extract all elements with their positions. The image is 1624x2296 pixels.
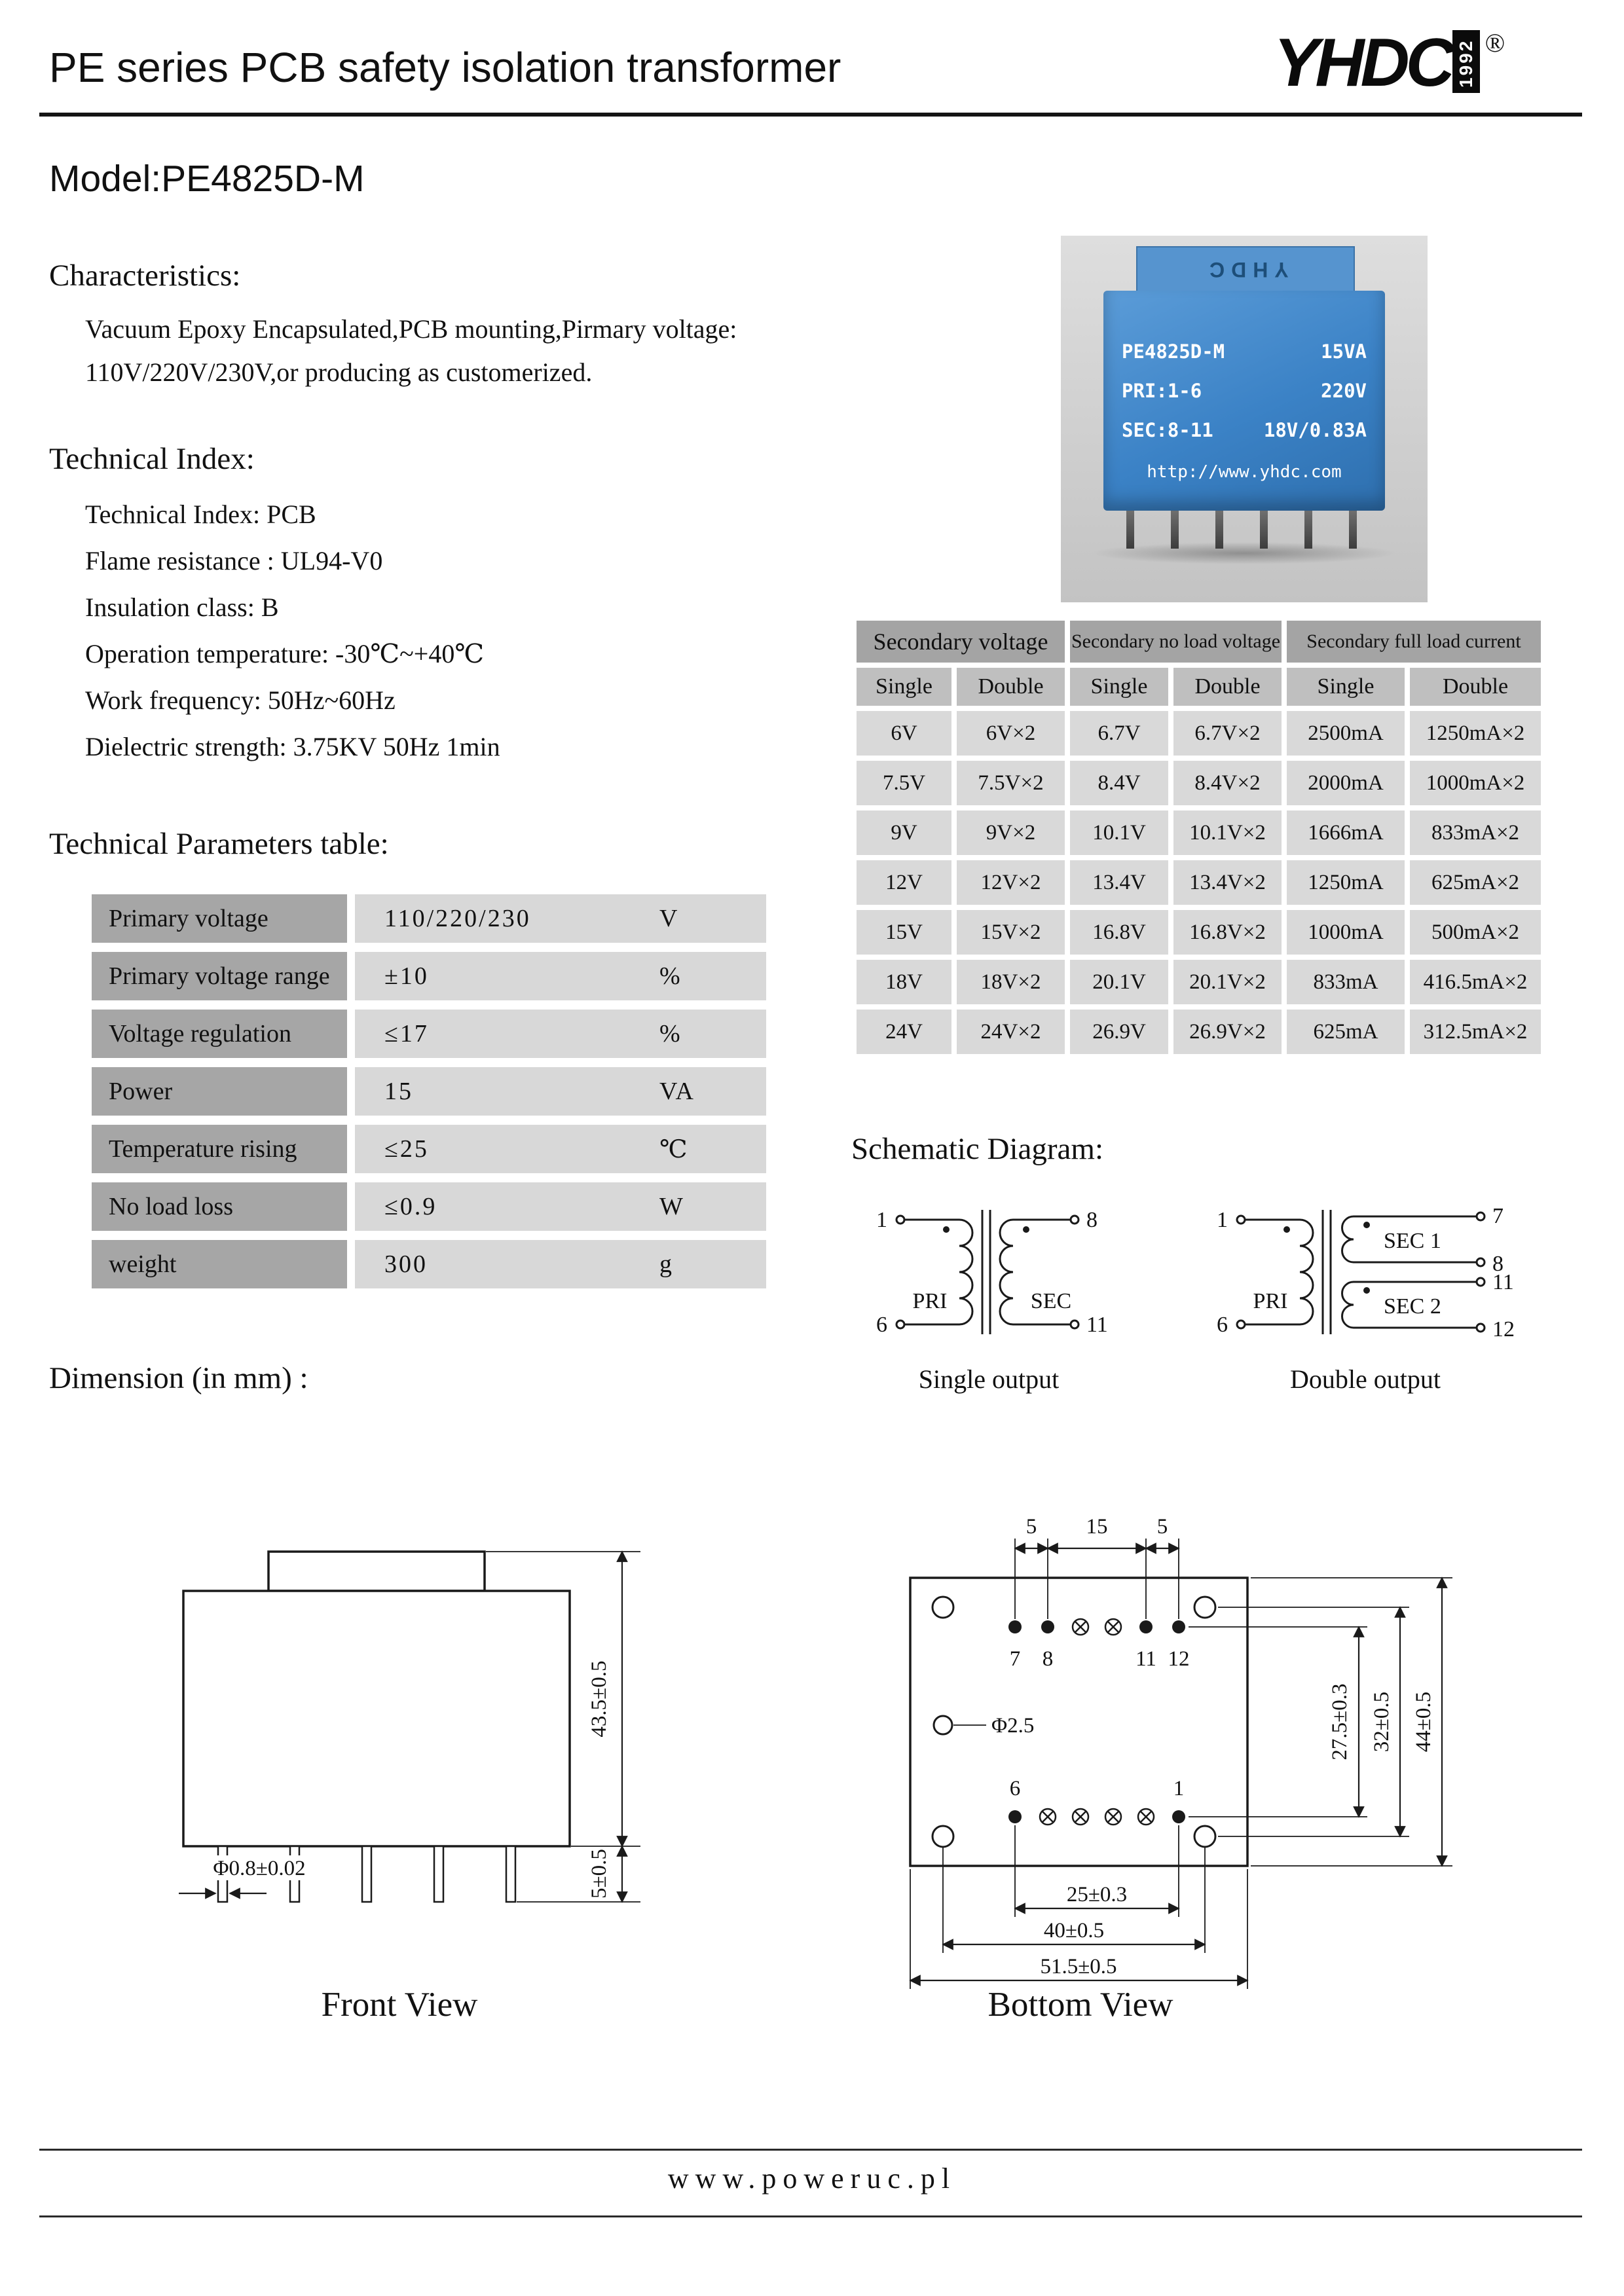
- pin-label: 1: [1173, 1777, 1185, 1800]
- secondary-table-group-header-row: [857, 621, 1541, 663]
- parameter-row: [92, 894, 766, 943]
- group-header: Secondary no load voltage: [1070, 621, 1282, 663]
- label-url: http://www.yhdc.com: [1147, 462, 1342, 482]
- pin-label: 7: [1009, 1647, 1021, 1671]
- parameter-label: weight: [92, 1240, 347, 1288]
- technical-index-item: Insulation class: B: [85, 592, 279, 622]
- front-view-caption: Front View: [321, 1986, 478, 2024]
- parameter-unit: W: [659, 1193, 684, 1220]
- product-photo: [1061, 236, 1428, 602]
- parameter-value: ±10: [384, 962, 429, 990]
- terminal-label: 11: [1492, 1270, 1514, 1294]
- parameter-unit: V: [659, 905, 679, 932]
- parameter-value: ≤17: [384, 1020, 429, 1048]
- table-cell: 6V×2: [957, 711, 1065, 756]
- transformer-lid: [1136, 246, 1355, 292]
- table-row: [857, 761, 1541, 805]
- terminal-label: 8: [1086, 1208, 1098, 1232]
- label-secondary-rating: 18V/0.83A: [1263, 419, 1367, 441]
- parameter-unit: %: [659, 1020, 682, 1048]
- parameter-value-cell: [355, 952, 766, 1000]
- table-cell: 6.7V×2: [1173, 711, 1282, 756]
- footer-url: www.poweruc.pl: [667, 2162, 957, 2195]
- parameter-value-cell: [355, 1240, 766, 1288]
- table-row: [857, 910, 1541, 955]
- model-heading: Model:PE4825D-M: [49, 158, 365, 200]
- table-row: [857, 960, 1541, 1004]
- table-cell: 833mA: [1287, 960, 1405, 1004]
- table-cell: 416.5mA×2: [1410, 960, 1541, 1004]
- winding-label: SEC: [1030, 1289, 1072, 1313]
- footer-divider: [39, 2215, 1582, 2217]
- parameter-value: ≤25: [384, 1135, 429, 1163]
- table-cell: 15V×2: [957, 910, 1065, 955]
- technical-index-item: Dielectric strength: 3.75KV 50Hz 1min: [85, 732, 500, 761]
- page-title: PE series PCB safety isolation transformer: [49, 44, 841, 91]
- table-cell: 10.1V: [1070, 811, 1168, 855]
- parameter-label: Voltage regulation: [92, 1010, 347, 1058]
- dim-label: 5: [1156, 1515, 1168, 1539]
- dim-label: 25±0.3: [1066, 1883, 1128, 1906]
- technical-index-heading: Technical Index:: [49, 442, 255, 476]
- label-model: PE4825D-M: [1122, 340, 1225, 363]
- table-row: [857, 811, 1541, 855]
- pin-label: 12: [1168, 1647, 1190, 1671]
- transformer-pin: [1171, 511, 1179, 549]
- table-cell: 8.4V: [1070, 761, 1168, 805]
- transformer-pin: [1349, 511, 1357, 549]
- technical-index-item: Flame resistance : UL94-V0: [85, 546, 383, 575]
- subheader-cell: Double: [1173, 668, 1282, 706]
- label-line: [1122, 419, 1367, 441]
- label-secondary: SEC:8-11: [1122, 419, 1213, 441]
- table-cell: 20.1V×2: [1173, 960, 1282, 1004]
- terminal-label: 1: [876, 1208, 887, 1232]
- table-cell: 18V: [857, 960, 951, 1004]
- table-cell: 20.1V: [1070, 960, 1168, 1004]
- parameter-label: Temperature rising: [92, 1125, 347, 1173]
- transformer-pin: [1215, 511, 1223, 549]
- characteristics-heading: Characteristics:: [49, 259, 241, 293]
- dim-label: 51.5±0.5: [1040, 1955, 1117, 1978]
- transformer-lid-brand: YHDC: [1202, 257, 1289, 282]
- technical-index-item: Operation temperature: -30℃~+40℃: [85, 639, 485, 668]
- terminal-label: 7: [1492, 1204, 1504, 1228]
- parameter-unit: g: [659, 1250, 673, 1278]
- registered-trademark-icon: ®: [1485, 28, 1505, 58]
- brand-logo: [1274, 25, 1505, 101]
- subheader-cell: Single: [1287, 668, 1405, 706]
- winding-label: SEC 1: [1384, 1229, 1441, 1253]
- subheader-cell: Single: [857, 668, 951, 706]
- table-cell: 10.1V×2: [1173, 811, 1282, 855]
- parameter-label: Primary voltage range: [92, 952, 347, 1000]
- table-cell: 15V: [857, 910, 951, 955]
- table-cell: 7.5V: [857, 761, 951, 805]
- table-cell: 2500mA: [1287, 711, 1405, 756]
- transformer-pin: [1126, 511, 1134, 549]
- group-header: Secondary full load current: [1287, 621, 1541, 663]
- parameter-unit: VA: [659, 1078, 695, 1105]
- table-cell: 500mA×2: [1410, 910, 1541, 955]
- table-cell: 1666mA: [1287, 811, 1405, 855]
- bottom-view-drawing: [832, 1499, 1519, 1997]
- footer-divider: [39, 2149, 1582, 2151]
- table-cell: 16.8V×2: [1173, 910, 1282, 955]
- table-cell: 1250mA: [1287, 860, 1405, 905]
- technical-index-item: Work frequency: 50Hz~60Hz: [85, 685, 396, 715]
- dim-label-height: 43.5±0.5: [587, 1660, 611, 1738]
- subheader-cell: Single: [1070, 668, 1168, 706]
- winding-label: PRI: [912, 1289, 948, 1313]
- dim-label: 44±0.5: [1412, 1691, 1435, 1753]
- table-cell: 18V×2: [957, 960, 1065, 1004]
- terminal-label: 11: [1086, 1313, 1108, 1337]
- transformer-body: [1103, 291, 1385, 511]
- table-cell: 8.4V×2: [1173, 761, 1282, 805]
- table-cell: 9V: [857, 811, 951, 855]
- parameter-value: 300: [384, 1250, 428, 1278]
- parameter-label: No load loss: [92, 1182, 347, 1231]
- schematic-diagram: [861, 1184, 1542, 1400]
- parameter-value: ≤0.9: [384, 1193, 437, 1220]
- transformer-pin: [1260, 511, 1268, 549]
- table-row: [857, 711, 1541, 756]
- table-cell: 1000mA×2: [1410, 761, 1541, 805]
- secondary-table: [851, 615, 1546, 1059]
- table-cell: 12V: [857, 860, 951, 905]
- parameter-row: [92, 952, 766, 1000]
- table-cell: 26.9V: [1070, 1010, 1168, 1054]
- label-primary: PRI:1-6: [1122, 380, 1202, 402]
- group-header: Secondary voltage: [857, 621, 1065, 663]
- table-cell: 9V×2: [957, 811, 1065, 855]
- table-row: [857, 860, 1541, 905]
- parameter-row: [92, 1067, 766, 1116]
- parameters-table: [92, 894, 766, 1288]
- table-cell: 312.5mA×2: [1410, 1010, 1541, 1054]
- table-cell: 1000mA: [1287, 910, 1405, 955]
- parameter-row: [92, 1125, 766, 1173]
- label-line: [1122, 380, 1367, 402]
- parameter-value-cell: [355, 1010, 766, 1058]
- dim-label-hole-diameter: Φ2.5: [991, 1714, 1035, 1738]
- table-cell: 26.9V×2: [1173, 1010, 1282, 1054]
- dim-label: 27.5±0.3: [1328, 1683, 1352, 1760]
- table-cell: 24V: [857, 1010, 951, 1054]
- parameter-row: [92, 1240, 766, 1288]
- table-cell: 6.7V: [1070, 711, 1168, 756]
- table-cell: 13.4V: [1070, 860, 1168, 905]
- table-cell: 7.5V×2: [957, 761, 1065, 805]
- label-primary-voltage: 220V: [1321, 380, 1367, 402]
- parameter-value-cell: [355, 1067, 766, 1116]
- characteristics-line: 110V/220V/230V,or producing as customerized.: [85, 357, 593, 387]
- parameter-label: Power: [92, 1067, 347, 1116]
- winding-label: PRI: [1253, 1289, 1288, 1313]
- bottom-view-caption: Bottom View: [987, 1986, 1173, 2024]
- header-divider: [39, 113, 1582, 117]
- left-column: [49, 157, 815, 1298]
- table-cell: 625mA: [1287, 1010, 1405, 1054]
- pin-label: 11: [1135, 1647, 1156, 1671]
- pin-label: 6: [1009, 1777, 1021, 1800]
- terminal-label: 8: [1492, 1252, 1504, 1276]
- table-cell: 1250mA×2: [1410, 711, 1541, 756]
- label-power: 15VA: [1321, 340, 1367, 363]
- table-cell: 13.4V×2: [1173, 860, 1282, 905]
- parameter-row: [92, 1010, 766, 1058]
- terminal-label: 1: [1217, 1208, 1228, 1232]
- parameter-value-cell: [355, 1182, 766, 1231]
- table-cell: 6V: [857, 711, 951, 756]
- schematic-caption: Double output: [1290, 1364, 1441, 1394]
- technical-index-item: Technical Index: PCB: [85, 500, 316, 529]
- dim-label: 15: [1086, 1515, 1108, 1539]
- table-cell: 625mA×2: [1410, 860, 1541, 905]
- brand-logo-text: YHDC: [1274, 25, 1451, 101]
- parameter-value: 15: [384, 1078, 413, 1105]
- parameter-unit: ℃: [659, 1135, 689, 1163]
- terminal-label: 12: [1492, 1317, 1515, 1341]
- dim-label: 40±0.5: [1043, 1919, 1105, 1942]
- schematic-heading: Schematic Diagram:: [851, 1132, 1103, 1166]
- dim-label-pin-diameter: Φ0.8±0.02: [213, 1857, 306, 1880]
- dim-label: 32±0.5: [1370, 1691, 1393, 1753]
- table-cell: 833mA×2: [1410, 811, 1541, 855]
- winding-label: SEC 2: [1384, 1294, 1441, 1319]
- polarity-dots: [943, 1222, 1370, 1294]
- parameter-value-cell: [355, 1125, 766, 1173]
- dim-label: 5: [1025, 1515, 1037, 1539]
- parameter-value: 110/220/230: [384, 905, 531, 932]
- secondary-table-subheader-row: [857, 668, 1541, 706]
- pin-label: 8: [1042, 1647, 1054, 1671]
- subheader-cell: Double: [957, 668, 1065, 706]
- table-cell: 16.8V: [1070, 910, 1168, 955]
- parameters-heading: Technical Parameters table:: [49, 827, 389, 861]
- table-cell: 24V×2: [957, 1010, 1065, 1054]
- label-line: [1122, 340, 1367, 363]
- characteristics-line: Vacuum Epoxy Encapsulated,PCB mounting,Pirmary voltage:: [85, 314, 737, 344]
- front-view-drawing: [105, 1506, 694, 1951]
- parameter-label: Primary voltage: [92, 894, 347, 943]
- subheader-cell: Double: [1410, 668, 1541, 706]
- parameter-unit: %: [659, 962, 682, 990]
- terminal-label: 6: [1217, 1313, 1228, 1337]
- brand-logo-year: 1992: [1452, 30, 1480, 93]
- dimension-heading: Dimension (in mm) :: [49, 1361, 308, 1395]
- table-cell: 2000mA: [1287, 761, 1405, 805]
- label-line: [1122, 462, 1367, 482]
- parameter-row: [92, 1182, 766, 1231]
- table-cell: 12V×2: [957, 860, 1065, 905]
- parameter-value-cell: [355, 894, 766, 943]
- dim-label-pin-length: 5±0.5: [587, 1849, 611, 1899]
- terminal-label: 6: [876, 1313, 887, 1337]
- schematic-caption: Single output: [918, 1364, 1060, 1394]
- transformer-pin: [1304, 511, 1312, 549]
- table-row: [857, 1010, 1541, 1054]
